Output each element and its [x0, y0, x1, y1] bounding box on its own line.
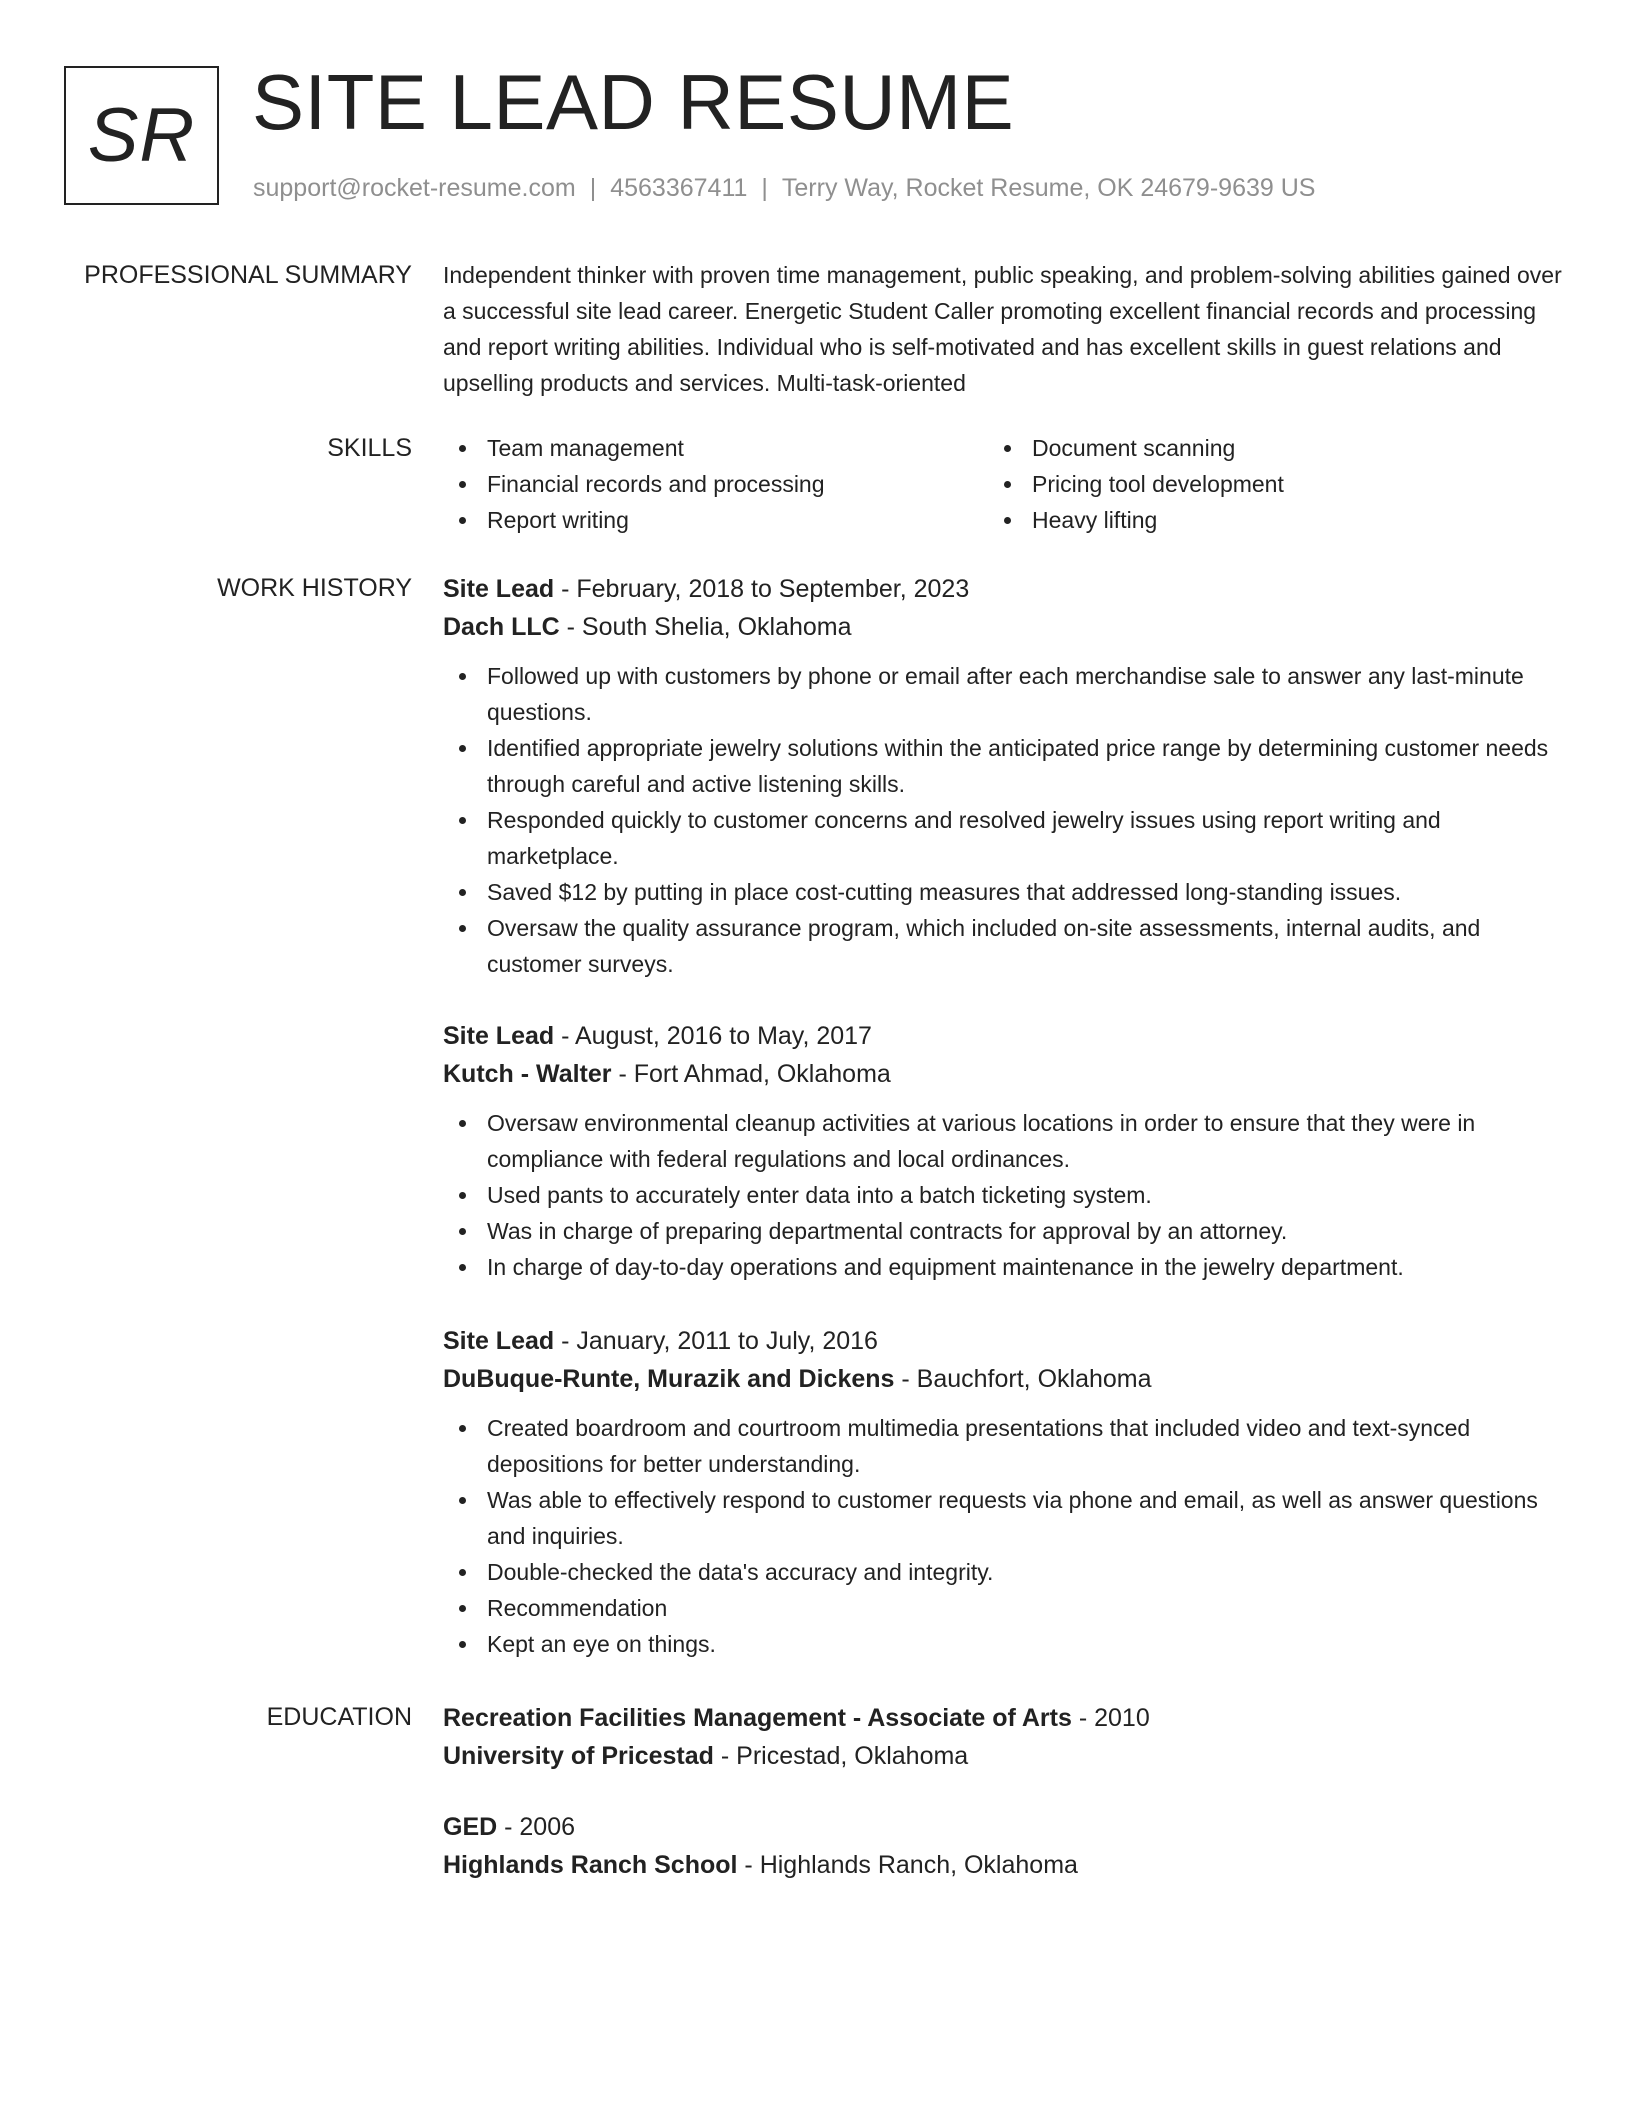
skills-list-left — [443, 430, 988, 538]
degree-line — [443, 1699, 1563, 1737]
job-dates: - August, 2016 to May, 2017 — [554, 1022, 872, 1050]
job-bullet: Responded quickly to customer concerns and resolved jewelry issues using report writing and marketplace. — [443, 802, 1563, 874]
summary-section — [443, 257, 1563, 401]
skill-item: Document scanning — [988, 430, 1533, 466]
school-line — [443, 1846, 1563, 1884]
summary-heading: PROFESSIONAL SUMMARY — [84, 261, 412, 289]
skill-item: Financial records and processing — [443, 466, 988, 502]
education-heading: EDUCATION — [266, 1703, 412, 1731]
skills-list-right — [988, 430, 1533, 538]
job-company: Kutch - Walter — [443, 1060, 612, 1088]
education-entry — [443, 1699, 1563, 1775]
skill-item: Heavy lifting — [988, 502, 1533, 538]
job-title-line — [443, 570, 1563, 608]
skill-item: Team management — [443, 430, 988, 466]
degree-name: GED — [443, 1813, 498, 1841]
job-title-line — [443, 1017, 1563, 1055]
contact-email[interactable]: support@rocket-resume.com — [253, 174, 576, 202]
job-location: - Fort Ahmad, Oklahoma — [611, 1060, 891, 1088]
degree-line — [443, 1808, 1563, 1846]
job-bullet: In charge of day-to-day operations and equipment maintenance in the jewelry department. — [443, 1249, 1563, 1285]
monogram-badge: SR — [64, 66, 219, 205]
job-bullet: Recommendation — [443, 1590, 1563, 1626]
job-bullet: Saved $12 by putting in place cost-cutting measures that addressed long-standing issues. — [443, 874, 1563, 910]
job-bullet: Oversaw the quality assurance program, which included on-site assessments, internal audits, and customer surveys. — [443, 910, 1563, 982]
school-line — [443, 1737, 1563, 1775]
job-title-line — [443, 1322, 1563, 1360]
job-entry — [443, 570, 1563, 982]
job-bullet: Identified appropriate jewelry solutions within the anticipated price range by determining customer needs through careful and active listening skills. — [443, 730, 1563, 802]
summary-text: Independent thinker with proven time management, public speaking, and problem-solving abilities gained over a successful site lead career. Energetic Student Caller promoting excellent financial records and processing and report writing abilities. Individual who is self-motivated and has excellent skills in guest relations and upselling products and services. Multi-task-oriented — [443, 262, 1562, 396]
job-bullet: Oversaw environmental cleanup activities at various locations in order to ensure that they were in compliance with federal regulations and local ordinances. — [443, 1105, 1563, 1177]
school-name: Highlands Ranch School — [443, 1851, 738, 1879]
job-bullet: Double-checked the data's accuracy and integrity. — [443, 1554, 1563, 1590]
job-company: Dach LLC — [443, 613, 560, 641]
job-location: - Bauchfort, Oklahoma — [894, 1365, 1152, 1393]
job-dates: - February, 2018 to September, 2023 — [554, 575, 970, 603]
job-bullet: Followed up with customers by phone or email after each merchandise sale to answer any last-minute questions. — [443, 658, 1563, 730]
skills-section — [443, 430, 1563, 538]
job-dates: - January, 2011 to July, 2016 — [554, 1327, 878, 1355]
contact-address: Terry Way, Rocket Resume, OK 24679-9639 US — [781, 174, 1316, 202]
degree-year: - 2006 — [497, 1813, 576, 1841]
job-company-line — [443, 1055, 1563, 1093]
school-location: - Highlands Ranch, Oklahoma — [737, 1851, 1078, 1879]
job-title: Site Lead — [443, 575, 555, 603]
job-company-line — [443, 1360, 1563, 1398]
degree-year: - 2010 — [1071, 1704, 1150, 1732]
job-bullet: Used pants to accurately enter data into a batch ticketing system. — [443, 1177, 1563, 1213]
work-history-heading: WORK HISTORY — [217, 574, 412, 602]
degree-name: Recreation Facilities Management - Associate of Arts — [443, 1704, 1072, 1732]
job-title: Site Lead — [443, 1327, 555, 1355]
job-entry — [443, 1017, 1563, 1285]
job-bullets — [443, 1410, 1563, 1662]
education-entry — [443, 1808, 1563, 1884]
skills-heading: SKILLS — [327, 434, 412, 462]
job-entry — [443, 1322, 1563, 1662]
job-bullet: Created boardroom and courtroom multimedia presentations that included video and text-synced depositions for better understanding. — [443, 1410, 1563, 1482]
school-location: - Pricestad, Oklahoma — [713, 1742, 969, 1770]
job-bullet: Was able to effectively respond to customer requests via phone and email, as well as answer questions and inquiries. — [443, 1482, 1563, 1554]
contact-phone[interactable]: 4563367411 — [610, 174, 748, 202]
job-bullets — [443, 1105, 1563, 1285]
page-title: SITE LEAD RESUME — [252, 58, 1015, 146]
job-company-line — [443, 608, 1563, 646]
skill-item: Report writing — [443, 502, 988, 538]
job-title: Site Lead — [443, 1022, 555, 1050]
job-company: DuBuque-Runte, Murazik and Dickens — [443, 1365, 895, 1393]
school-name: University of Pricestad — [443, 1742, 714, 1770]
job-location: - South Shelia, Oklahoma — [559, 613, 852, 641]
skill-item: Pricing tool development — [988, 466, 1533, 502]
contact-separator: | — [589, 174, 597, 202]
contact-line — [253, 172, 1315, 204]
job-bullets — [443, 658, 1563, 982]
job-bullet: Was in charge of preparing departmental contracts for approval by an attorney. — [443, 1213, 1563, 1249]
contact-separator: | — [761, 174, 768, 202]
job-bullet: Kept an eye on things. — [443, 1626, 1563, 1662]
